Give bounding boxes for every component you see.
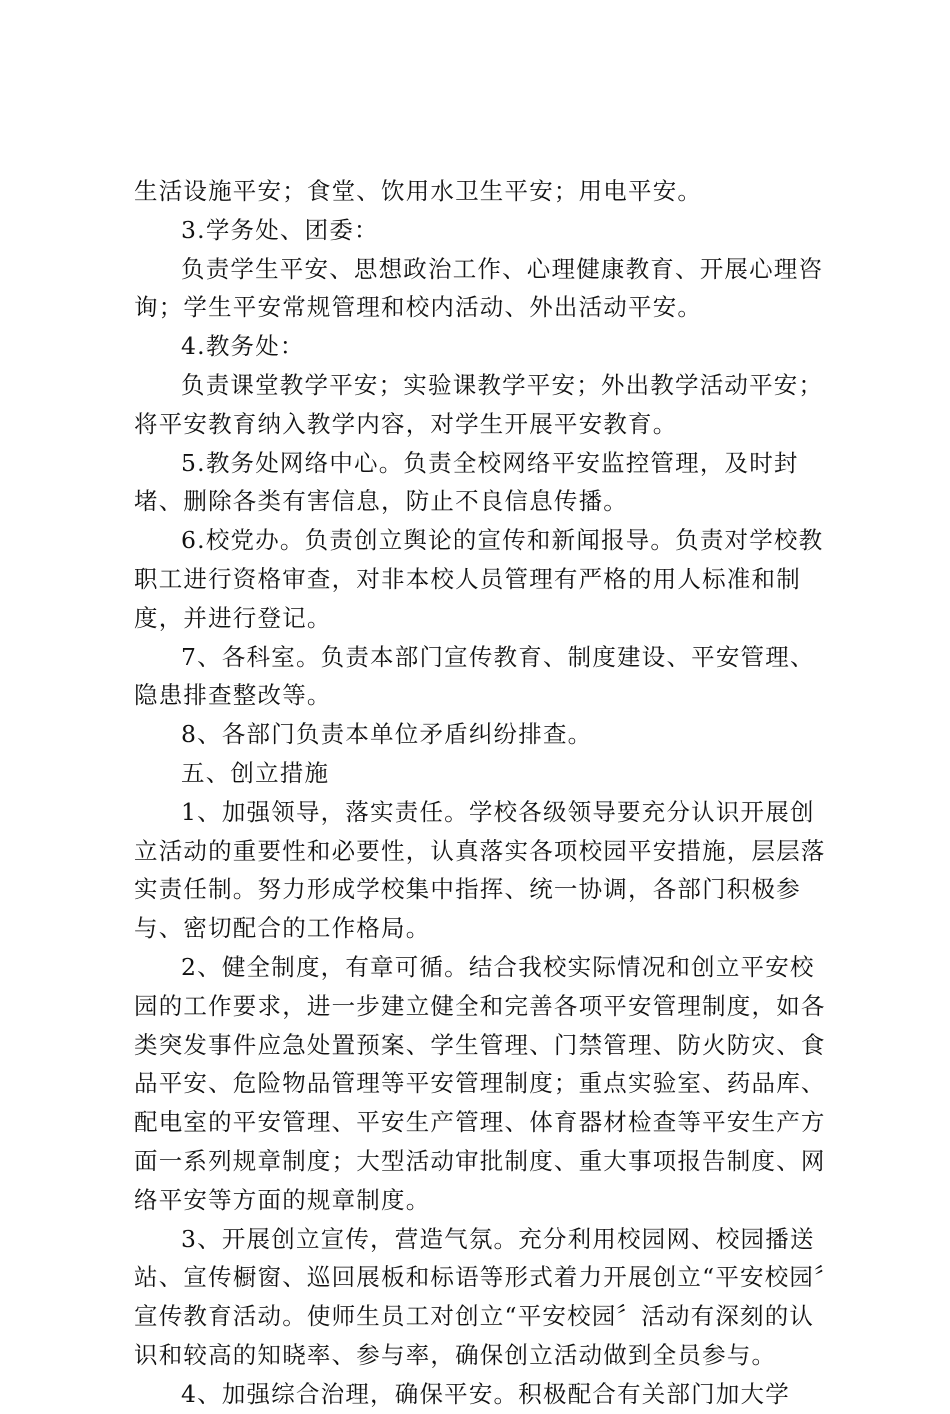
paragraph-departments: 7、各科室。负责本部门宣传教育、制度建设、平安管理、隐患排查整改等。 — [134, 642, 815, 710]
paragraph-measure-4: 4、加强综合治理，确保平安。积极配合有关部门加大学 — [181, 1379, 790, 1408]
heading-academic-affairs: 4.教务处： — [181, 332, 305, 361]
paragraph-measure-3: 3、开展创立宣传，营造气氛。充分利用校园网、校园播送站、宣传橱窗、巡回展板和标语等形式着力开展创立“平安校园〞宣传教育活动。使师生员工对创立“平安校园〞活动有深刻的认识和较高的知晓率、参与率，确保创立活动做到全员参与。 — [134, 1224, 828, 1369]
document-body — [134, 172, 834, 1414]
paragraph-party-office: 6.校党办。负责创立舆论的宣传和新闻报导。负责对学校教职工进行资格审查，对非本校人员管理有严格的用人标准和制度，并进行登记。 — [134, 526, 824, 632]
paragraph-measure-2: 2、健全制度，有章可循。结合我校实际情况和创立平安校园的工作要求，进一步建立健全和完善各项平安管理制度，如各类突发事件应急处置预案、学生管理、门禁管理、防火防灾、食品平安、危险物品管理等平安管理制度；重点实验室、药品库、配电室的平安管理、平安生产管理、体育器材检查等平安生产方面一系列规章制度；大型活动审批制度、重大事项报告制度、网络平安等方面的规章制度。 — [134, 952, 826, 1214]
paragraph-facilities: 生活设施平安；食堂、饮用水卫生平安；用电平安。 — [134, 177, 703, 205]
paragraph-academic-affairs: 负责课堂教学平安；实验课教学平安；外出教学活动平安；将平安教育纳入教学内容，对学生开展平安教育。 — [134, 370, 824, 438]
paragraph-network-center: 5.教务处网络中心。负责全校网络平安监控管理，及时封堵、删除各类有害信息，防止不良信息传播。 — [134, 448, 799, 516]
heading-student-affairs: 3.学务处、团委： — [181, 215, 379, 244]
paragraph-student-affairs: 负责学生平安、思想政治工作、心理健康教育、开展心理咨询；学生平安常规管理和校内活动、外出活动平安。 — [134, 254, 824, 322]
section-heading-measures: 五、创立措施 — [181, 758, 330, 787]
paragraph-measure-1: 1、加强领导，落实责任。学校各级领导要充分认识开展创立活动的重要性和必要性，认真落实各项校园平安措施，层层落实责任制。努力形成学校集中指挥、统一协调，各部门积极参与、密切配合的工作格局。 — [134, 797, 826, 943]
paragraph-dispute-check: 8、各部门负责本单位矛盾纠纷排查。 — [181, 720, 593, 749]
